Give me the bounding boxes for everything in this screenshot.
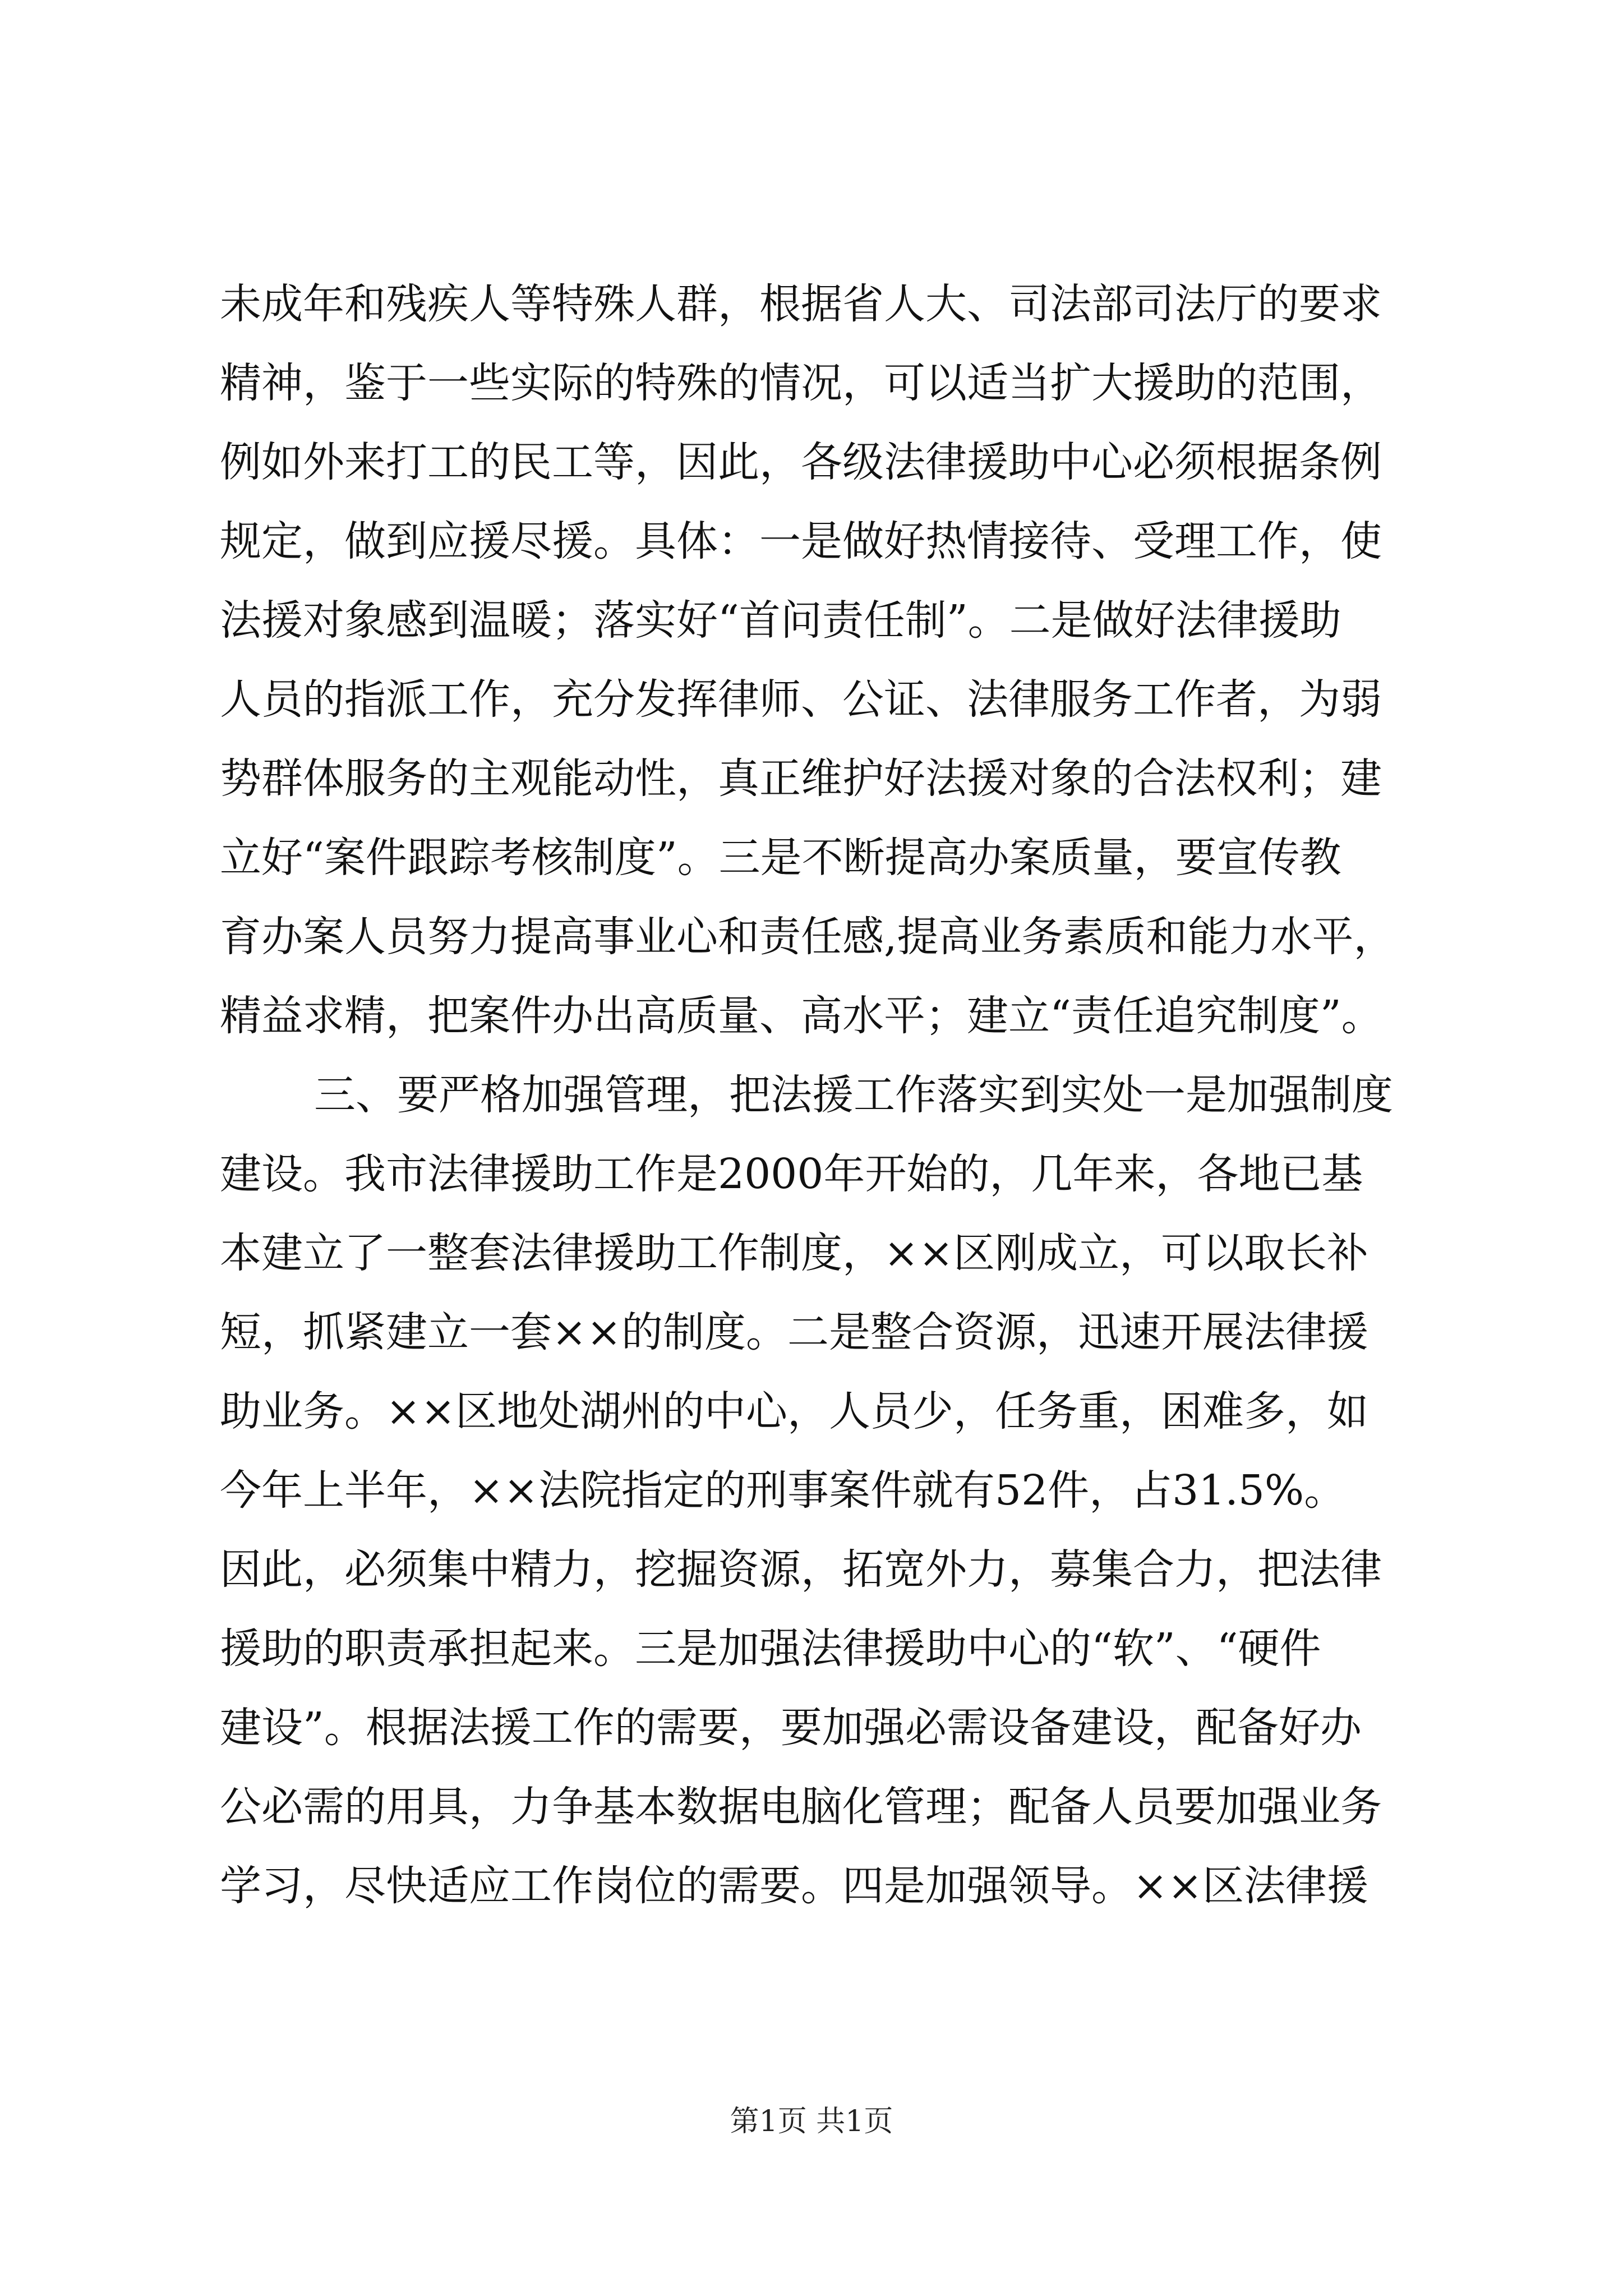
text-line: 人员的指派工作，充分发挥律师、公证、法律服务工作者，为弱 bbox=[220, 675, 1382, 724]
text-line: 因此，必须集中精力，挖掘资源，拓宽外力，募集合力，把法律 bbox=[220, 1545, 1382, 1594]
body-text bbox=[220, 265, 1420, 1926]
paragraph-start-line: 三、要严格加强管理，把法援工作落实到实处一是加强制度 bbox=[314, 1071, 1393, 1119]
text-line: 建设”。根据法援工作的需要，要加强必需设备建设，配备好办 bbox=[220, 1704, 1362, 1752]
text-line: 学习，尽快适应工作岗位的需要。四是加强领导。××区法律援 bbox=[220, 1862, 1369, 1910]
text-line: 法援对象感到温暖；落实好“首问责任制”。二是做好法律援助 bbox=[220, 596, 1341, 645]
text-line: 援助的职责承担起来。三是加强法律援助中心的“软”、“硬件 bbox=[220, 1625, 1321, 1673]
text-line: 育办案人员努力提高事业心和责任感,提高业务素质和能力水平， bbox=[220, 913, 1395, 961]
text-line: 未成年和残疾人等特殊人群，根据省人大、司法部司法厅的要求 bbox=[220, 280, 1382, 328]
text-line: 精神，鉴于一些实际的特殊的情况，可以适当扩大援助的范围， bbox=[220, 359, 1382, 407]
text-line: 精益求精，把案件办出高质量、高水平；建立“责任追究制度”。 bbox=[220, 992, 1383, 1040]
text-line: 势群体服务的主观能动性，真正维护好法援对象的合法权利；建 bbox=[220, 754, 1382, 803]
text-line: 本建立了一整套法律援助工作制度，××区刚成立，可以取长补 bbox=[220, 1229, 1369, 1277]
text-line: 立好“案件跟踪考核制度”。三是不断提高办案质量，要宣传教 bbox=[220, 834, 1341, 882]
text-line: 例如外来打工的民工等，因此，各级法律援助中心必须根据条例 bbox=[220, 438, 1382, 486]
text-line: 规定，做到应援尽援。具体：一是做好热情接待、受理工作，使 bbox=[220, 517, 1382, 565]
text-line: 助业务。××区地处湖州的中心，人员少，任务重，困难多，如 bbox=[220, 1387, 1369, 1435]
text-line: 建设。我市法律援助工作是2000年开始的，几年来，各地已基 bbox=[220, 1150, 1363, 1198]
text-line: 今年上半年，××法院指定的刑事案件就有52件，占31.5%。 bbox=[220, 1466, 1346, 1515]
text-line: 公必需的用具，力争基本数据电脑化管理；配备人员要加强业务 bbox=[220, 1783, 1382, 1831]
text-line: 短，抓紧建立一套××的制度。二是整合资源，迅速开展法律援 bbox=[220, 1308, 1369, 1356]
page-footer: 第1页 共1页 bbox=[730, 2105, 893, 2138]
